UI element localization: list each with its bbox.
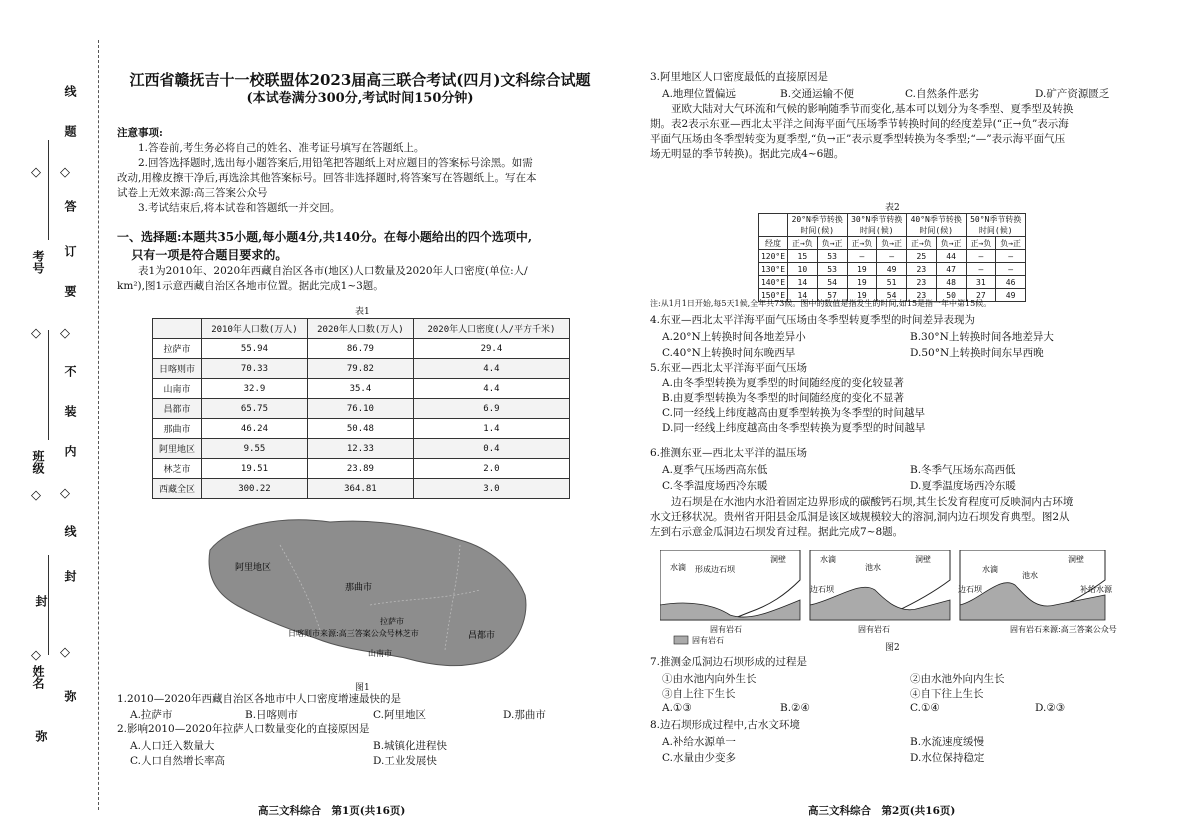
option-b: B.交通运输不便 <box>780 88 855 100</box>
section-heading: 只有一项是符合题目要求的。 <box>131 248 288 262</box>
note-item: 3.考试结束后,将本试卷和答题纸一并交回。 <box>138 202 341 214</box>
table-cell: 14 <box>788 289 818 302</box>
fig2-label: 固有岩石来源:高三答案公众号 <box>1010 625 1117 634</box>
table-cell: — <box>996 250 1026 263</box>
option-a: A.人口迁入数量大 <box>130 740 215 752</box>
table-header: 2010年人口数(万人) <box>202 319 308 339</box>
table-cell: 山南市 <box>153 379 202 399</box>
binding-label: 订 <box>63 245 77 257</box>
table-sub-header: 正→负 <box>788 237 818 250</box>
table-cell: 0.4 <box>413 439 569 459</box>
table-cell: 1.4 <box>413 419 569 439</box>
legend-label: 固有岩石 <box>692 636 724 645</box>
option-a: A.①③ <box>662 702 692 714</box>
table-cell: 19 <box>847 263 877 276</box>
table-cell: 15 <box>788 250 818 263</box>
binding-label: 答 <box>63 200 77 212</box>
option-a: A.补给水源单一 <box>662 736 736 748</box>
option-a: A.由冬季型转换为夏季型的时间随经度的变化较显著 <box>662 377 904 389</box>
table-cell: 50 <box>936 289 966 302</box>
table-cell: 23.89 <box>307 459 413 479</box>
diamond-icon: ◇ <box>60 486 70 501</box>
diamond-icon: ◇ <box>31 165 41 180</box>
table-cell: 46.24 <box>202 419 308 439</box>
table-cell: 林芝市 <box>153 459 202 479</box>
fig2-label: 固有岩石 <box>858 625 890 634</box>
table-cell: 47 <box>936 263 966 276</box>
question-5 <box>650 361 1175 436</box>
table-header: 2020年人口密度(人/平方千米) <box>413 319 569 339</box>
exam-number-blank <box>48 140 49 240</box>
table2-note: 注:从1月1日开始,每5天1候,全年共73候。图中的数值是指发生的时间,如15是指一年中第15候。 <box>650 299 992 308</box>
diamond-icon: ◇ <box>31 326 41 341</box>
binding-label: 要 <box>63 285 77 297</box>
diamond-icon: ◇ <box>60 645 70 660</box>
fig2-panel-3 <box>958 550 1117 634</box>
table-cell: 10 <box>788 263 818 276</box>
table-header: 2020年人口数(万人) <box>307 319 413 339</box>
map-label: 昌都市 <box>468 631 496 641</box>
choice-item: ②由水池外向内生长 <box>910 673 1005 685</box>
binding-label: 封 <box>34 595 48 607</box>
option-d: D.同一经线上纬度越高由冬季型转换为夏季型的时间越早 <box>662 422 926 434</box>
question-stem: 1.2010—2020年西藏自治区各地市中人口密度增速最快的是 <box>117 693 401 705</box>
map1-caption: 图1 <box>355 683 370 693</box>
notes-heading: 注意事项: <box>117 127 163 139</box>
question-4 <box>650 313 1175 328</box>
question-8 <box>650 718 1175 733</box>
question-stem: 7.推测金瓜洞边石坝形成的过程是 <box>650 656 808 668</box>
option-d: D.那曲市 <box>503 709 546 721</box>
table-sub-header: 负→正 <box>936 237 966 250</box>
question-1 <box>117 692 603 707</box>
option-b: B.30°N上转换时间各地差异大 <box>910 331 1054 343</box>
table-cell: 51 <box>877 276 907 289</box>
fig2-label: 池水 <box>1022 571 1038 580</box>
table-sub-header: 负→正 <box>996 237 1026 250</box>
option-c: C.冬季温度场西冷东暖 <box>662 480 768 492</box>
option-c: C.自然条件恶劣 <box>905 88 979 100</box>
map-label: 山南市 <box>368 649 392 658</box>
table-cell: 300.22 <box>202 479 308 499</box>
map-label: 日喀则市来源:高三答案公众号林芝市 <box>288 629 419 638</box>
table-sub-header: 正→负 <box>907 237 937 250</box>
table-group-header: 30°N季节转换时间(候) <box>847 214 907 237</box>
table-cell: 53 <box>817 250 847 263</box>
diamond-icon: ◇ <box>60 326 70 341</box>
bedrock <box>660 600 800 620</box>
table-cell: 25 <box>907 250 937 263</box>
table-corner <box>759 214 788 237</box>
table-cell: 54 <box>877 289 907 302</box>
table-cell: 阿里地区 <box>153 439 202 459</box>
fig2-label: 水滴 <box>670 563 686 572</box>
fig2-label: 固有岩石 <box>710 625 742 634</box>
fig2-panel-1 <box>660 550 800 634</box>
choice-item: ③自上往下生长 <box>662 688 736 700</box>
option-b: B.②④ <box>780 702 810 714</box>
table-cell: 44 <box>936 250 966 263</box>
table-cell: 29.4 <box>413 339 569 359</box>
table-cell: 日喀则市 <box>153 359 202 379</box>
table-cell: 32.9 <box>202 379 308 399</box>
binding-label: 弥 <box>63 690 77 702</box>
note-item: 试卷上无效来源:高三答案公众号 <box>117 187 268 199</box>
intro-text: 边石坝是在水池内水沿着固定边界形成的碳酸钙石坝,其生长发育程度可反映洞内古环境 <box>671 496 1074 508</box>
binding-label: 内 <box>63 445 77 457</box>
question-3 <box>650 70 1030 85</box>
intro-text: 平面气压场由冬季型转变为夏季型,“负→正”表示夏季型转换为冬季型;“—”表示海平面气压 <box>650 133 1066 145</box>
table-cell: 9.55 <box>202 439 308 459</box>
diamond-icon: ◇ <box>60 165 70 180</box>
table-cell: 46 <box>996 276 1026 289</box>
seal-line <box>98 40 100 810</box>
fig2-label: 边石坝 <box>958 585 982 594</box>
intro-text: 场无明显的季节转换)。据此完成4~6题。 <box>650 148 845 160</box>
fig2-label: 补给水源 <box>1080 585 1112 594</box>
table-cell: — <box>966 250 996 263</box>
table-cell: — <box>996 263 1026 276</box>
table-cell: 120°E <box>759 250 788 263</box>
table-cell: 49 <box>877 263 907 276</box>
diamond-icon: ◇ <box>31 648 41 663</box>
fig2-label: 水滴 <box>982 565 998 574</box>
table-cell: 23 <box>907 276 937 289</box>
tibet-map <box>190 510 535 675</box>
page-footer-left: 高三文科综合 第1页(共16页) <box>258 805 406 817</box>
table-cell: 19.51 <box>202 459 308 479</box>
table-group-header: 50°N季节转换时间(候) <box>966 214 1026 237</box>
table-cell: 130°E <box>759 263 788 276</box>
table-cell: 49 <box>996 289 1026 302</box>
table-cell: 6.9 <box>413 399 569 419</box>
intro-block-2 <box>650 102 1175 162</box>
figure2-cave-diagram <box>660 550 1175 648</box>
table-cell: — <box>966 263 996 276</box>
question-stem: 5.东亚—西北太平洋海平面气压场 <box>650 362 808 374</box>
table-cell: 那曲市 <box>153 419 202 439</box>
table-cell: 54 <box>817 276 847 289</box>
table-group-header: 20°N季节转换时间(候) <box>788 214 848 237</box>
option-b: B.城镇化进程快 <box>373 740 448 752</box>
table-cell: 12.33 <box>307 439 413 459</box>
table-group-header: 40°N季节转换时间(候) <box>907 214 967 237</box>
question-stem: 4.东亚—西北太平洋海平面气压场由冬季型转夏季型的时间差异表现为 <box>650 314 976 326</box>
option-b: B.水流速度缓慢 <box>910 736 985 748</box>
intro-text: 表1为2010年、2020年西藏自治区各市(地区)人口数量及2020年人口密度(单位:人/ <box>138 265 528 277</box>
intro-text: 亚欧大陆对大气环流和气候的影响随季节而变化,基本可以划分为冬季型、夏季型及转换 <box>671 103 1074 115</box>
table-cell: 23 <box>907 263 937 276</box>
table-cell: 19 <box>847 276 877 289</box>
map-label: 拉萨市 <box>380 617 404 626</box>
table-cell: 4.4 <box>413 359 569 379</box>
option-b: B.由夏季型转换为冬季型的时间随经度的变化不显著 <box>662 392 905 404</box>
table-cell: 53 <box>817 263 847 276</box>
intro-text: 期。表2表示东亚—西北太平洋之间海平面气压场季节转换时间的经度差异(“正→负”表示海 <box>650 118 1069 130</box>
binding-label: 题 <box>63 125 77 137</box>
option-c: C.人口自然增长率高 <box>130 755 225 767</box>
table1 <box>152 318 570 499</box>
table-cell: 4.4 <box>413 379 569 399</box>
table2 <box>758 213 1026 302</box>
table-cell: 76.10 <box>307 399 413 419</box>
class-label: 班级 <box>31 450 45 474</box>
exam-number-label: 考号 <box>31 250 45 274</box>
page-footer-right: 高三文科综合 第2页(共16页) <box>808 805 956 817</box>
table1-caption: 表1 <box>355 307 370 317</box>
intro-text: km²),图1示意西藏自治区各地市位置。据此完成1~3题。 <box>117 280 384 292</box>
table-cell: 昌都市 <box>153 399 202 419</box>
question-2 <box>117 722 603 737</box>
fig2-label: 洞壁 <box>770 555 786 564</box>
question-stem: 8.边石坝形成过程中,古水文环境 <box>650 719 800 731</box>
choice-item: ④自下往上生长 <box>910 688 984 700</box>
intro-block-3 <box>650 495 1175 540</box>
question-stem: 6.推测东亚—西北太平洋的温压场 <box>650 447 808 459</box>
option-c: C.①④ <box>910 702 940 714</box>
question-7 <box>650 655 1175 670</box>
legend-swatch <box>674 636 688 644</box>
table-cell: 35.4 <box>307 379 413 399</box>
table-header <box>153 319 202 339</box>
option-b: B.冬季气压场东高西低 <box>910 464 1016 476</box>
fig2-label: 池水 <box>865 563 881 572</box>
map-label: 那曲市 <box>345 583 373 593</box>
binding-label: 封 <box>63 570 77 582</box>
table-cell: 55.94 <box>202 339 308 359</box>
table-cell: 50.48 <box>307 419 413 439</box>
option-a: A.拉萨市 <box>130 709 173 721</box>
table-sub-header: 正→负 <box>966 237 996 250</box>
table-cell: 14 <box>788 276 818 289</box>
table-cell: 3.0 <box>413 479 569 499</box>
table-cell: 364.81 <box>307 479 413 499</box>
name-label: 姓名 <box>31 665 45 689</box>
option-a: A.地理位置偏远 <box>662 88 736 100</box>
binding-label: 线 <box>63 85 77 97</box>
table-cell: — <box>847 250 877 263</box>
table-cell: 57 <box>817 289 847 302</box>
option-d: D.水位保持稳定 <box>910 752 985 764</box>
fig2-panel-2 <box>810 550 950 634</box>
section-heading: 一、选择题:本题共35小题,每小题4分,共140分。在每小题给出的四个选项中, <box>117 230 533 244</box>
option-d: D.夏季温度场西冷东暖 <box>910 480 1016 492</box>
option-d: D.工业发展快 <box>373 755 437 767</box>
table-cell: 2.0 <box>413 459 569 479</box>
fig2-caption: 图2 <box>885 643 900 653</box>
option-c: C.40°N上转换时间东晚西早 <box>662 347 796 359</box>
option-c: C.阿里地区 <box>373 709 426 721</box>
table-cell: 86.79 <box>307 339 413 359</box>
fig2-label: 边石坝 <box>810 585 834 594</box>
table-sub-header: 正→负 <box>847 237 877 250</box>
fig2-label: 洞壁 <box>915 555 931 564</box>
option-d: D.矿产资源匮乏 <box>1035 88 1110 100</box>
binding-strip <box>0 0 108 838</box>
question-stem: 2.影响2010—2020年拉萨人口数量变化的直接原因是 <box>117 723 370 735</box>
diamond-icon: ◇ <box>31 488 41 503</box>
option-a: A.20°N上转换时间各地差异小 <box>662 331 806 343</box>
table-cell: 150°E <box>759 289 788 302</box>
table-cell: 70.33 <box>202 359 308 379</box>
intro-text: 水文迁移状况。贵州省开阳县金瓜洞是该区域规模较大的溶洞,洞内边石坝发育典型。图2从 <box>650 511 1070 523</box>
table-cell: — <box>877 250 907 263</box>
question-6 <box>650 446 1175 461</box>
left-page <box>117 70 603 294</box>
fig2-label: 形成边石坝 <box>695 565 735 574</box>
note-item: 2.回答选择题时,选出每小题答案后,用铅笔把答题纸上对应题目的答案标号涂黑。如需 <box>138 157 533 169</box>
option-b: B.日喀则市 <box>245 709 299 721</box>
choice-item: ①由水池内向外生长 <box>662 673 757 685</box>
exam-subtitle: (本试卷满分300分,考试时间150分钟) <box>246 91 474 106</box>
table2-caption: 表2 <box>885 203 900 213</box>
table-cell: 140°E <box>759 276 788 289</box>
table-cell: 23 <box>907 289 937 302</box>
table-sub-header: 负→正 <box>817 237 847 250</box>
table-sub-header: 经度 <box>759 237 788 250</box>
note-item: 改动,用橡皮擦干净后,再选涂其他答案标号。回答非选择题时,将答案写在答题纸上。写在本 <box>117 172 537 184</box>
table-cell: 拉萨市 <box>153 339 202 359</box>
table-cell: 27 <box>966 289 996 302</box>
intro-text: 左到右示意金瓜洞边石坝发育过程。据此完成7~8题。 <box>650 526 904 538</box>
option-d: D.50°N上转换时间东早西晚 <box>910 347 1044 359</box>
binding-label: 线 <box>63 525 77 537</box>
option-a: A.夏季气压场西高东低 <box>662 464 768 476</box>
table-cell: 79.82 <box>307 359 413 379</box>
table-sub-header: 负→正 <box>877 237 907 250</box>
fig2-label: 水滴 <box>820 555 836 564</box>
note-item: 1.答卷前,考生务必将自己的姓名、准考证号填写在答题纸上。 <box>138 142 425 154</box>
binding-label: 不 <box>63 365 77 377</box>
table-cell: 31 <box>966 276 996 289</box>
table-cell: 西藏全区 <box>153 479 202 499</box>
option-d: D.②③ <box>1035 702 1066 714</box>
table-cell: 48 <box>936 276 966 289</box>
option-c: C.水量由少变多 <box>662 752 736 764</box>
binding-label: 装 <box>63 405 77 417</box>
option-c: C.同一经线上纬度越高由夏季型转换为冬季型的时间越早 <box>662 407 925 419</box>
map-label: 阿里地区 <box>235 563 272 573</box>
table-cell: 19 <box>847 289 877 302</box>
exam-title: 江西省赣抚吉十一校联盟体2023届高三联合考试(四月)文科综合试题 <box>129 71 591 89</box>
binding-label: 弥 <box>34 730 48 742</box>
table-cell: 65.75 <box>202 399 308 419</box>
fig2-label: 洞壁 <box>1068 555 1084 564</box>
question-stem: 3.阿里地区人口密度最低的直接原因是 <box>650 71 829 83</box>
class-blank <box>48 330 49 440</box>
